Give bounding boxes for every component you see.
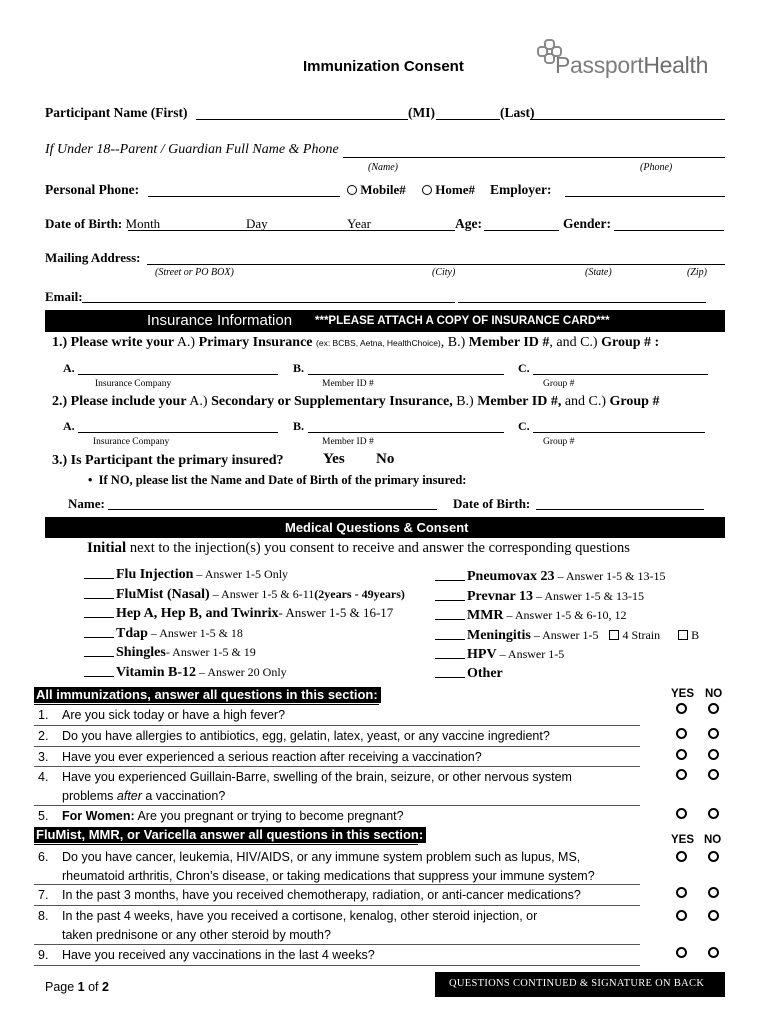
primary-member-field[interactable] — [308, 374, 504, 375]
form-title: Immunization Consent — [303, 58, 464, 75]
insurance-section-bar — [45, 310, 725, 332]
vaccine-flumist[interactable]: FluMist (Nasal) – Answer 1-5 & 6-11(2years - 49years) — [84, 585, 405, 605]
q9-yes-radio-icon[interactable] — [676, 947, 687, 958]
age-label: Age: — [455, 216, 482, 231]
home-radio-icon[interactable] — [422, 185, 432, 195]
row-divider — [34, 746, 640, 747]
section1-underline — [34, 704, 379, 705]
age-field[interactable] — [484, 230, 559, 231]
section1-title: All immunizations, answer all questions in this section: — [34, 687, 381, 702]
dob-row: Date of Birth: Month — [45, 216, 161, 231]
q1-yes-radio-icon[interactable] — [676, 703, 687, 714]
vaccine-prevnar[interactable]: Prevnar 13 – Answer 1-5 & 13-15 — [435, 587, 699, 607]
row-divider — [34, 766, 640, 767]
yes-header-2: YES — [671, 834, 695, 846]
q3-no-radio-icon[interactable] — [708, 749, 719, 760]
personal-phone-label: Personal Phone: — [45, 182, 140, 197]
question-8: 8. In the past 4 weeks, have you received a cortisone, kenalog, other steroid injection, or taken prednisone or any other steroid by mouth? — [38, 909, 538, 942]
continued-banner — [435, 972, 725, 997]
primary-insured-name-field[interactable] — [108, 509, 437, 510]
secondary-a-label: A. — [63, 419, 75, 433]
state-caption: (State) — [585, 267, 612, 278]
participant-first-label: Participant Name (First) — [45, 105, 188, 120]
primary-company-caption: Insurance Company — [95, 379, 172, 389]
guardian-label: If Under 18--Parent / Guardian Full Name & Phone — [45, 142, 339, 157]
row-divider — [34, 965, 640, 966]
participant-mi-label: (MI) — [408, 105, 435, 120]
question-9: 9. Have you received any vaccinations in the last 4 weeks? — [38, 948, 375, 962]
gender-field[interactable] — [614, 230, 724, 231]
employer-field[interactable] — [565, 196, 725, 197]
row-divider — [34, 725, 640, 726]
page-number: Page 1 of 2 — [45, 980, 109, 994]
vaccine-flu-injection[interactable]: Flu Injection – Answer 1-5 Only — [84, 565, 405, 585]
question-7: 7. In the past 3 months, have you received chemotherapy, radiation, or anti-cancer medications? — [38, 888, 581, 902]
q3-no-option[interactable]: No — [376, 451, 395, 467]
dob-day-label: Day — [246, 216, 268, 231]
q4-no-radio-icon[interactable] — [708, 769, 719, 780]
q9-no-radio-icon[interactable] — [708, 947, 719, 958]
mailing-address-label: Mailing Address: — [45, 250, 141, 265]
insurance-q1: 1.) Please write your A.) Primary Insurance (ex: BCBS, Aetna, HealthChoice), B.) Member ID #, and C.) Group # : — [52, 335, 660, 350]
insurance-q2: 2.) Please include your A.) Secondary or Supplementary Insurance, B.) Member ID #, and C.) Group # — [52, 394, 660, 409]
dob-year-label: Year — [347, 216, 371, 231]
gender-label: Gender: — [563, 216, 611, 231]
question-2: 2. Do you have allergies to antibiotics, egg, gelatin, latex, yeast, or any vaccine ingredient? — [38, 729, 550, 743]
employer-label: Employer: — [490, 182, 552, 197]
q5-yes-radio-icon[interactable] — [676, 808, 687, 819]
meningitis-4-strain-checkbox-icon[interactable] — [609, 630, 619, 640]
q3-yes-radio-icon[interactable] — [676, 749, 687, 760]
mailing-address-field[interactable] — [147, 264, 725, 265]
secondary-member-field[interactable] — [308, 432, 504, 433]
guardian-field[interactable] — [343, 157, 725, 158]
secondary-group-field[interactable] — [533, 432, 705, 433]
q4-yes-radio-icon[interactable] — [676, 769, 687, 780]
section2-underline — [34, 844, 418, 845]
mobile-option[interactable]: Mobile# — [347, 182, 406, 198]
meningitis-b-checkbox-icon[interactable] — [678, 630, 688, 640]
last-name-field[interactable] — [530, 119, 725, 120]
q3-bullet: • If NO, please list the Name and Date of Birth of the primary insured: — [88, 473, 467, 487]
primary-insured-name-label: Name: — [68, 496, 105, 511]
vaccine-b12[interactable]: Vitamin B-12 – Answer 20 Only — [84, 663, 405, 683]
primary-a-label: A. — [63, 361, 75, 375]
mobile-radio-icon[interactable] — [347, 185, 357, 195]
question-4: 4. Have you experienced Guillain-Barre, swelling of the brain, seizure, or other nervous system problems after a vaccination? — [38, 770, 572, 803]
vaccine-meningitis[interactable]: Meningitis – Answer 1-5 4 Strain B — [435, 626, 699, 646]
primary-group-field[interactable] — [533, 374, 708, 375]
email-field[interactable] — [82, 302, 455, 303]
street-caption: (Street or PO BOX) — [155, 267, 234, 278]
q2-yes-radio-icon[interactable] — [676, 728, 687, 739]
guardian-phone-caption: (Phone) — [640, 162, 673, 173]
no-header: NO — [705, 688, 723, 700]
secondary-company-caption: Insurance Company — [93, 437, 170, 447]
section2-title: FluMist, MMR, or Varicella answer all questions in this section: — [34, 827, 426, 842]
participant-last-label: (Last) — [500, 105, 535, 120]
q3-yes-option[interactable]: Yes — [323, 451, 345, 467]
primary-b-label: B. — [293, 361, 305, 375]
q1-no-radio-icon[interactable] — [708, 703, 719, 714]
vaccine-pneumovax[interactable]: Pneumovax 23 – Answer 1-5 & 13-15 — [435, 567, 699, 587]
vaccine-other[interactable]: Other — [435, 665, 699, 684]
email-label: Email: — [45, 289, 83, 304]
insurance-bar-note: ***PLEASE ATTACH A COPY OF INSURANCE CARD*** — [315, 315, 610, 327]
q8-yes-radio-icon[interactable] — [676, 910, 687, 921]
question-5: 5. For Women: Are you pregnant or trying to become pregnant? — [38, 809, 404, 823]
primary-group-caption: Group # — [543, 379, 575, 389]
medical-bar-title: Medical Questions & Consent — [285, 520, 469, 535]
secondary-company-field[interactable] — [78, 432, 278, 433]
vaccine-shingles[interactable]: Shingles- Answer 1-5 & 19 — [84, 643, 405, 663]
home-option[interactable]: Home# — [422, 182, 475, 198]
secondary-b-label: B. — [293, 419, 305, 433]
mi-field[interactable] — [436, 119, 500, 120]
primary-insured-dob-label: Date of Birth: — [453, 496, 531, 511]
bullet-icon: • — [88, 473, 93, 487]
vaccine-mmr[interactable]: MMR – Answer 1-5 & 6-10, 12 — [435, 606, 699, 626]
primary-insured-dob-field[interactable] — [536, 509, 704, 510]
medical-section-bar — [45, 517, 725, 538]
primary-member-caption: Member ID # — [322, 379, 374, 389]
vaccine-tdap[interactable]: Tdap – Answer 1-5 & 18 — [84, 624, 405, 644]
q6-yes-radio-icon[interactable] — [676, 851, 687, 862]
insurance-q3: 3.) Is Participant the primary insured? — [52, 453, 284, 468]
secondary-c-label: C. — [518, 419, 530, 433]
q7-yes-radio-icon[interactable] — [676, 887, 687, 898]
personal-phone-field[interactable] — [148, 196, 340, 197]
primary-company-field[interactable] — [78, 374, 278, 375]
zip-caption: (Zip) — [687, 267, 707, 278]
question-6: 6. Do you have cancer, leukemia, HIV/AIDS, or any immune system problem such as lupus, MS, rheumatoid arthritis, Chron’s disease, or taking medications that suppress your immune system? — [38, 850, 595, 883]
logo-text: PassportHealth — [555, 52, 709, 78]
guardian-name-caption: (Name) — [368, 162, 398, 173]
primary-c-label: C. — [518, 361, 530, 375]
secondary-group-caption: Group # — [543, 437, 575, 447]
q7-no-radio-icon[interactable] — [708, 887, 719, 898]
q6-no-radio-icon[interactable] — [708, 851, 719, 862]
left-vaccine-list — [84, 565, 405, 682]
row-divider — [34, 884, 640, 885]
insurance-bar-title: Insurance Information — [147, 312, 293, 329]
vaccine-hpv[interactable]: HPV – Answer 1-5 — [435, 645, 699, 665]
continued-text: QUESTIONS CONTINUED & SIGNATURE ON BACK — [449, 978, 705, 989]
yes-header: YES — [671, 688, 695, 700]
email-field-2[interactable] — [458, 302, 706, 303]
secondary-member-caption: Member ID # — [322, 437, 374, 447]
row-divider — [34, 905, 640, 906]
question-1: 1. Are you sick today or have a high fever? — [38, 708, 286, 722]
dob-field[interactable] — [128, 230, 455, 231]
right-vaccine-list — [435, 567, 699, 683]
question-3: 3. Have you ever experienced a serious reaction after receiving a vaccination? — [38, 750, 482, 764]
no-header-2: NO — [704, 834, 722, 846]
city-caption: (City) — [432, 267, 456, 278]
vaccine-hep[interactable]: Hep A, Hep B, and Twinrix- Answer 1-5 & 16-17 — [84, 604, 405, 624]
q8-no-radio-icon[interactable] — [708, 910, 719, 921]
q5-no-radio-icon[interactable] — [708, 808, 719, 819]
first-name-field[interactable] — [196, 119, 408, 120]
row-divider — [34, 944, 640, 945]
initial-instructions: Initial next to the injection(s) you consent to receive and answer the corresponding questions — [87, 540, 630, 556]
row-divider — [34, 805, 640, 806]
q2-no-radio-icon[interactable] — [708, 728, 719, 739]
